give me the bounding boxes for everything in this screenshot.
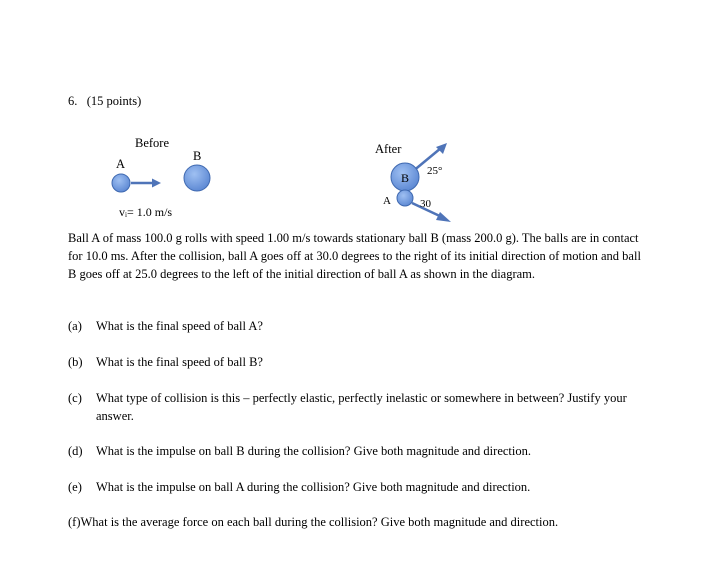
question-label: (f) — [68, 515, 81, 529]
question-label: (e) — [68, 480, 82, 494]
angle-b-label: 25° — [427, 165, 443, 177]
angle-a-label: 30 — [420, 198, 431, 210]
ball-b-before — [184, 165, 210, 191]
collision-diagram — [0, 0, 712, 230]
question-label: (d) — [68, 444, 83, 458]
problem-paragraph: Ball A of mass 100.0 g rolls with speed 1.00 m/s towards stationary ball B (mass 200.0 g). The balls are in contact for 10.0 ms. After the collision, ball A goes off at 30.0 degrees to the right of its initial direction of motion and ball B goes off at 25.0 degrees to the left of the initial direction of ball A as shown in the diagram. — [68, 231, 641, 281]
before-label: Before — [135, 136, 170, 150]
problem-number: 6. — [68, 94, 78, 108]
question-c — [68, 389, 658, 425]
question-text: What is the final speed of ball B? — [96, 355, 263, 369]
ball-a-before — [112, 174, 130, 192]
ball-a-after-label: A — [383, 195, 391, 207]
question-d — [68, 442, 658, 460]
ball-b-after-label: B — [401, 171, 410, 185]
after-label: After — [375, 142, 402, 156]
question-f — [68, 513, 658, 531]
ball-a-after — [397, 190, 413, 206]
question-a — [68, 317, 658, 335]
problem-points: (15 points) — [86, 94, 142, 108]
question-e — [68, 478, 658, 496]
question-label: (b) — [68, 355, 83, 369]
velocity-arrow — [131, 179, 161, 188]
ball-b-before-label: B — [193, 149, 202, 163]
velocity-label: vᵢ= 1.0 m/s — [119, 205, 173, 219]
question-label: (a) — [68, 319, 82, 333]
question-b — [68, 353, 658, 371]
ball-a-before-label: A — [116, 157, 126, 171]
question-text: What type of collision is this – perfectly elastic, perfectly inelastic or somewhere in between? Justify your answer. — [96, 391, 627, 423]
ball-a-after-arrow — [412, 203, 451, 222]
question-text: What is the impulse on ball A during the collision? Give both magnitude and direction. — [96, 480, 531, 494]
question-text: (f)What is the average force on each ball during the collision? Give both magnitude and direction. — [68, 515, 559, 529]
question-text: What is the final speed of ball A? — [96, 319, 263, 333]
question-text: What is the impulse on ball B during the collision? Give both magnitude and direction. — [96, 444, 531, 458]
question-label: (c) — [68, 391, 82, 405]
